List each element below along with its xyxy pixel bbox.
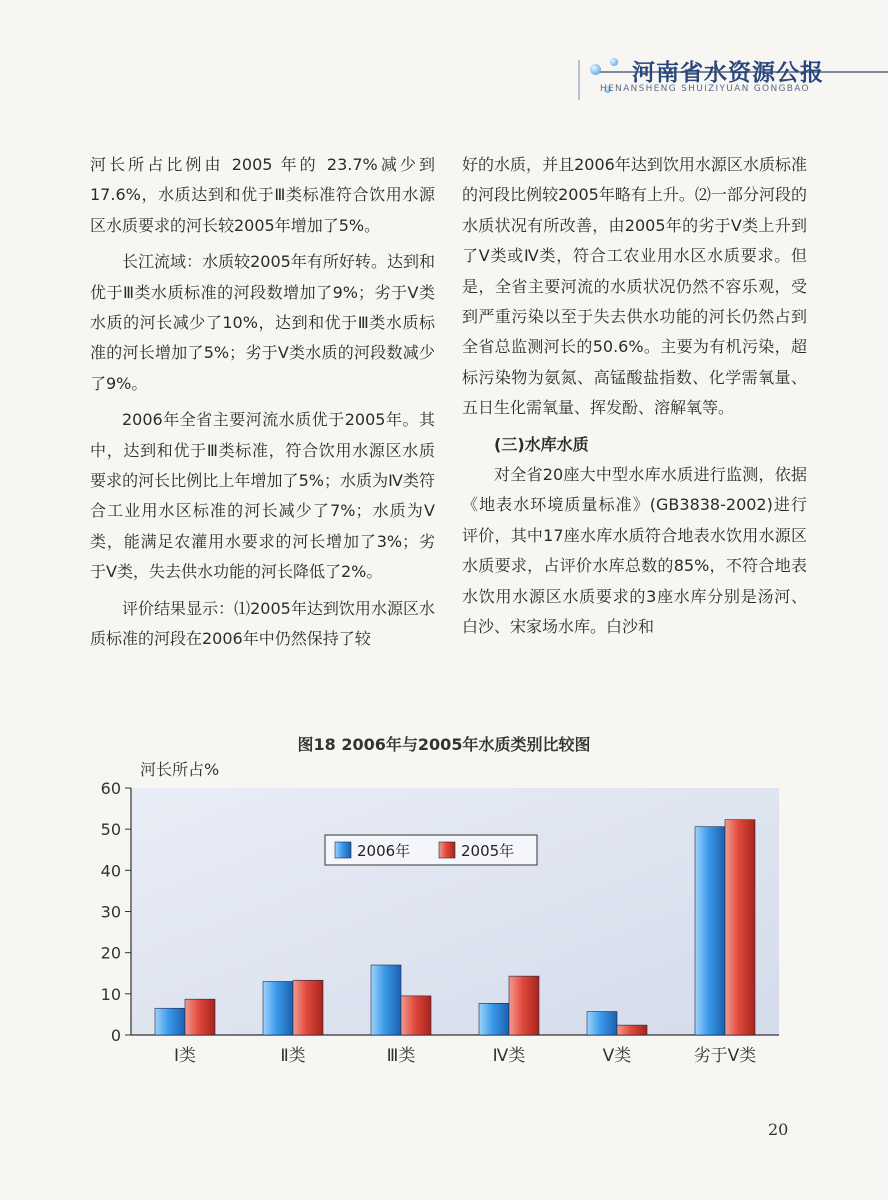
water-drop-icon xyxy=(610,58,618,66)
bar-series-1 xyxy=(695,827,725,1035)
chart-legend xyxy=(325,835,537,865)
water-drop-icon xyxy=(590,64,601,75)
y-tick-label: 60 xyxy=(100,779,121,798)
y-tick-label: 30 xyxy=(100,902,121,922)
paragraph: 河长所占比例由 2005 年的 23.7%减少到 17.6%，水质达到和优于Ⅲ类标准符合饮用水源区水质要求的河长较2005年增加了5%。 xyxy=(90,155,435,235)
legend-swatch xyxy=(439,842,455,858)
plot-area xyxy=(131,788,779,1035)
publication-subtitle: HENANSHENG SHUIZIYUAN GONGBAO xyxy=(600,84,810,94)
legend-swatch xyxy=(335,842,351,858)
legend-label: 2006年 xyxy=(357,842,411,860)
y-tick-label: 10 xyxy=(100,984,121,1004)
left-text-column xyxy=(90,150,435,655)
page-header xyxy=(0,0,888,110)
x-tick-label: Ⅲ类 xyxy=(386,1046,416,1066)
x-tick-label: Ⅱ类 xyxy=(280,1046,306,1066)
bar-series-1 xyxy=(155,1008,185,1035)
bar-series-2 xyxy=(185,999,215,1035)
paragraph: 长江流域：水质较2005年有所好转。达到和优于Ⅲ类水质标准的河段数增加了9%；劣于Ⅴ类水质的河长减少了10%，达到和优于Ⅲ类水质标准的河长增加了5%；劣于Ⅴ类水质的河段数减少了9%。 xyxy=(90,252,435,393)
x-tick-label: Ⅳ类 xyxy=(492,1046,526,1066)
paragraph: 评价结果显示：⑴2005年达到饮用水源区水质标准的河段在2006年中仍然保持了较 xyxy=(90,598,435,649)
water-quality-bar-chart xyxy=(0,755,888,1075)
bar-series-1 xyxy=(371,965,401,1035)
y-axis-label: 河长所占% xyxy=(140,760,220,779)
y-tick-label: 50 xyxy=(100,820,121,840)
section-heading: (三)水库水质 xyxy=(494,434,589,454)
paragraph: 2006年全省主要河流水质优于2005年。其中，达到和优于Ⅲ类标准，符合饮用水源区水质要求的河长比例比上年增加了5%；水质为Ⅳ类符合工业用水区标准的河长减少了7%；水质为Ⅴ类，能满足农灌用水要求的河长增加了3%；劣于Ⅴ类，失去供水功能的河长降低了2%。 xyxy=(90,410,435,582)
bar-series-2 xyxy=(293,980,323,1035)
bar-series-1 xyxy=(587,1012,617,1035)
y-tick-label: 20 xyxy=(100,943,121,963)
figure-title: 图18 2006年与2005年水质类别比较图 xyxy=(297,735,591,754)
y-tick-label: 40 xyxy=(100,861,121,881)
x-tick-label: Ⅰ类 xyxy=(173,1046,197,1066)
paragraph: 对全省20座大中型水库水质进行监测，依据《地表水环境质量标准》(GB3838-2002)进行评价，其中17座水库水质符合地表水饮用水源区水质要求，占评价水库总数的85%，不符合地表水饮用水源区水质要求的3座水库分别是汤河、白沙、宋家场水库。白沙和 xyxy=(462,465,807,637)
bar-series-2 xyxy=(509,976,539,1035)
publication-title: 河南省水资源公报 xyxy=(632,60,824,86)
y-tick-label: 0 xyxy=(110,1026,121,1045)
page-number: 20 xyxy=(768,1120,789,1139)
x-tick-label: 劣于Ⅴ类 xyxy=(693,1046,757,1066)
header-divider xyxy=(578,60,580,100)
legend-label: 2005年 xyxy=(461,842,515,860)
x-tick-label: Ⅴ类 xyxy=(602,1046,632,1066)
bar-series-2 xyxy=(725,820,755,1035)
right-text-column xyxy=(462,150,807,643)
bar-series-1 xyxy=(479,1003,509,1035)
bar-series-2 xyxy=(401,996,431,1035)
bar-series-1 xyxy=(263,981,293,1035)
bar-series-2 xyxy=(617,1025,647,1035)
paragraph: 好的水质，并且2006年达到饮用水源区水质标准的河段比例较2005年略有上升。⑵一部分河段的水质状况有所改善，由2005年的劣于Ⅴ类上升到了Ⅴ类或Ⅳ类，符合工农业用水区水质要求。但是，全省主要河流的水质状况仍然不容乐观，受到严重污染以至于失去供水功能的河长仍然占到全省总监测河长的50.6%。主要为有机污染，超标污染物为氨氮、高锰酸盐指数、化学需氧量、五日生化需氧量、挥发酚、溶解氧等。 xyxy=(462,155,807,418)
